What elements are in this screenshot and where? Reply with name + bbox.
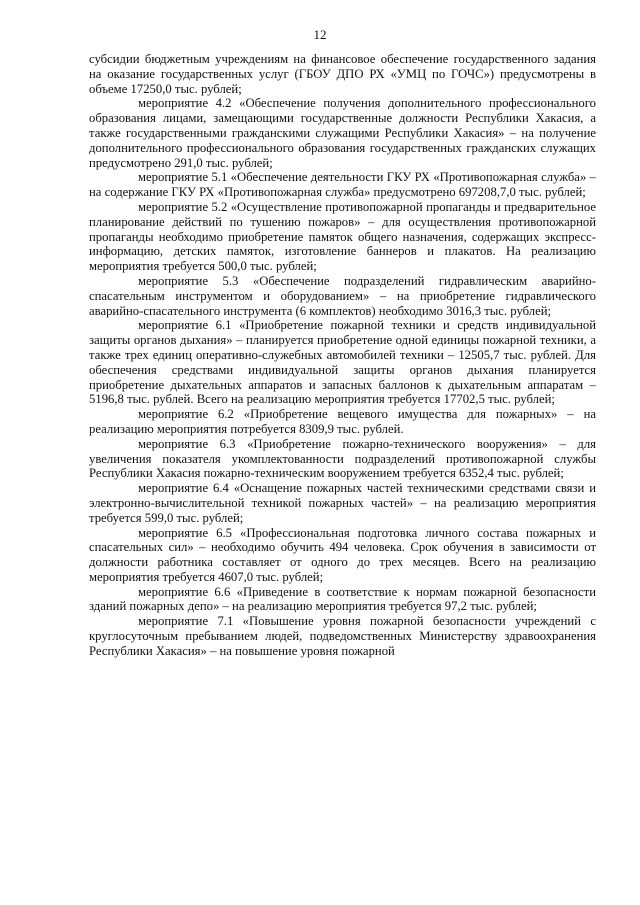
paragraph-subsidies: субсидии бюджетным учреждениям на финансовое обеспечение государственного задания на оказание государственных услуг (ГБОУ ДПО РХ «УМЦ по ГОЧС») предусмотрены в объеме 17250,0 тыс. рублей;: [89, 52, 596, 96]
paragraph-measure-7-1: мероприятие 7.1 «Повышение уровня пожарной безопасности учреждений с круглосуточным пребыванием людей, подведомственных Министерству здравоохранения Республики Хакасия» – на повышение уровня пожарной: [89, 614, 596, 658]
paragraph-measure-6-5: мероприятие 6.5 «Профессиональная подготовка личного состава пожарных и спасательных сил» – необходимо обучить 494 человека. Срок обучения в зависимости от должности работника составляет от одного до трех месяцев. Всего на реализацию мероприятия требуется 4607,0 тыс. рублей;: [89, 525, 596, 584]
document-body: [89, 52, 596, 659]
paragraph-measure-5-1: мероприятие 5.1 «Обеспечение деятельности ГКУ РХ «Противопожарная служба» – на содержание ГКУ РХ «Противопожарная служба» предусмотрено 697208,7,0 тыс. рублей;: [89, 170, 596, 200]
paragraph-measure-6-1: мероприятие 6.1 «Приобретение пожарной техники и средств индивидуальной защиты органов дыхания» – планируется приобретение одной единицы пожарной техники, а также трех единиц оперативно-служебных автомобилей техники – 12505,7 тыс. рублей. Для обеспечения средствами индивидуальной защиты органов дыхания планируется приобретение дыхательных аппаратов и запасных баллонов к дыхательным аппаратам – 5196,8 тыс. рублей. Всего на реализацию мероприятия требуется 17702,5 тыс. рублей;: [89, 318, 596, 407]
paragraph-measure-5-2: мероприятие 5.2 «Осуществление противопожарной пропаганды и предварительное планирование действий по тушению пожаров» – для осуществления противопожарной пропаганды необходимо приобретение памяток общего назначения, содержащих экспресс-информацию, детских памяток, изготовление баннеров и плакатов. На реализацию мероприятия требуется 500,0 тыс. рублей;: [89, 199, 596, 274]
paragraph-measure-6-4: мероприятие 6.4 «Оснащение пожарных частей техническими средствами связи и электронно-вычислительной техникой пожарных частей» – на реализацию мероприятия требуется 599,0 тыс. рублей;: [89, 481, 596, 525]
page-number: 12: [313, 27, 327, 42]
paragraph-measure-6-2: мероприятие 6.2 «Приобретение вещевого имущества для пожарных» – на реализацию мероприятия потребуется 8309,9 тыс. рублей.: [89, 407, 596, 436]
paragraph-measure-6-6: мероприятие 6.6 «Приведение в соответствие к нормам пожарной безопасности зданий пожарных депо» – на реализацию мероприятия требуется 97,2 тыс. рублей;: [89, 584, 596, 614]
paragraph-measure-5-3: мероприятие 5.3 «Обеспечение подразделений гидравлическим аварийно-спасательным инструментом и оборудованием» – на приобретение гидравлического аварийно-спасательного инструмента (6 комплектов) необходимо 3016,3 тыс. рублей;: [89, 273, 596, 318]
paragraph-measure-6-3: мероприятие 6.3 «Приобретение пожарно-технического вооружения» – для увеличения показателя укомплектованности подразделений противопожарной службы Республики Хакасия пожарно-техническим вооружением требуется 6352,4 тыс. рублей;: [89, 436, 596, 481]
paragraph-measure-4-2: мероприятие 4.2 «Обеспечение получения дополнительного профессионального образования лицами, замещающими государственные должности Республики Хакасия, а также государственными гражданскими служащими Республики Хакасия» – на получение дополнительного профессионального образования государственных гражданских служащих предусмотрено 291,0 тыс. рублей;: [89, 96, 596, 170]
